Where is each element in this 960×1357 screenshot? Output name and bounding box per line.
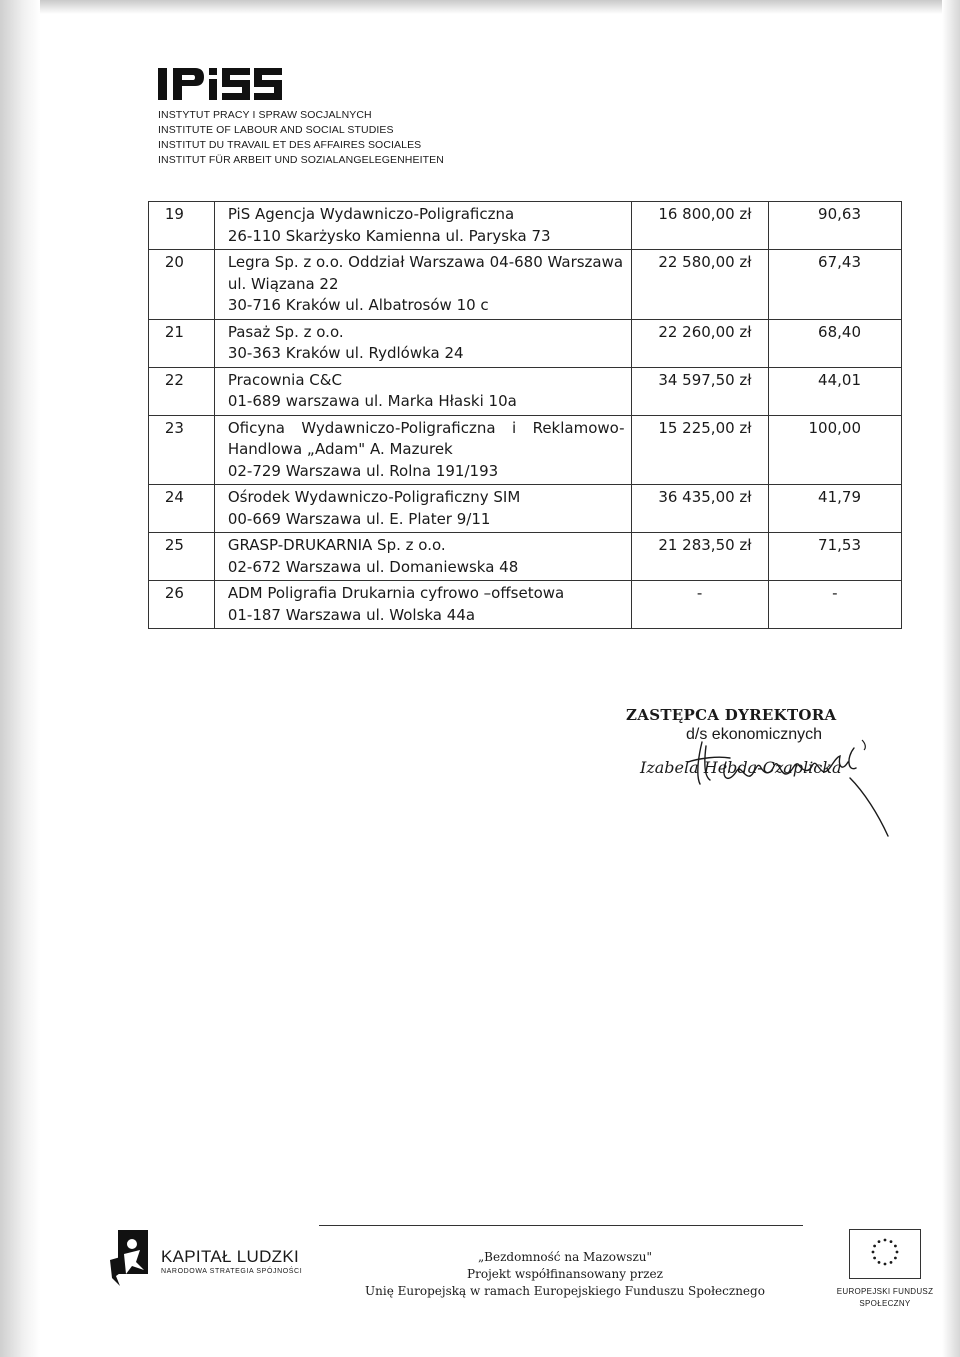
company-line: Legra Sp. z o.o. Oddział Warszawa 04-680 Warszawa — [227, 253, 624, 271]
institute-name-pl: INSTYTUT PRACY I SPRAW SOCJALNYCH — [158, 109, 372, 121]
table-row — [149, 533, 902, 581]
company-line: 02-672 Warszawa ul. Domaniewska 48 — [227, 557, 519, 576]
row-number: 22 — [149, 367, 215, 415]
amount-cell: 16 800,00 zł — [631, 202, 768, 250]
stamp-title: ZASTĘPCA DYREKTORA — [626, 706, 837, 724]
eu-fund-line: EUROPEJSKI FUNDUSZ — [836, 1287, 934, 1296]
kapital-ludzki-icon — [110, 1230, 150, 1286]
institute-name-block — [158, 108, 444, 168]
company-cell — [214, 581, 631, 629]
points-cell: 100,00 — [768, 415, 901, 485]
company-cell — [214, 367, 631, 415]
table-row — [149, 202, 902, 250]
eu-fund-line: SPOŁECZNY — [859, 1299, 911, 1308]
project-line: Projekt współfinansowany przez — [467, 1267, 663, 1281]
amount-cell: 36 435,00 zł — [631, 485, 768, 533]
company-line: GRASP-DRUKARNIA Sp. z o.o. — [227, 536, 446, 554]
kapital-ludzki-subtitle: NARODOWA STRATEGIA SPÓJNOŚCI — [161, 1268, 303, 1275]
points-cell: 67,43 — [768, 250, 901, 320]
project-title: „Bezdomność na Mazowszu" — [477, 1250, 653, 1264]
table-row — [149, 367, 902, 415]
row-number: 20 — [149, 250, 215, 320]
company-line: 02-729 Warszawa ul. Rolna 191/193 — [227, 461, 499, 480]
stamp-name: Izabela Hebda-Czaplicka — [640, 758, 842, 777]
ipiss-logo — [158, 62, 292, 104]
amount-cell: 22 580,00 zł — [631, 250, 768, 320]
kapital-ludzki-block — [161, 1247, 302, 1275]
footer-rule — [319, 1225, 803, 1226]
row-number: 21 — [149, 319, 215, 367]
row-number: 25 — [149, 533, 215, 581]
handwritten-signature — [640, 718, 900, 838]
institute-name-de: INSTITUT FÜR ARBEIT UND SOZIALANGELEGENHEITEN — [158, 154, 444, 166]
points-cell: 90,63 — [768, 202, 901, 250]
company-line: Handlowa „Adam" A. Mazurek — [227, 440, 453, 458]
points-cell: - — [768, 581, 901, 629]
company-line: 30-716 Kraków ul. Albatrosów 10 c — [227, 296, 489, 314]
amount-cell: - — [631, 581, 768, 629]
company-line: PiS Agencja Wydawniczo-Poligraficzna — [227, 205, 515, 223]
institute-name-en: INSTITUTE OF LABOUR AND SOCIAL STUDIES — [158, 124, 394, 136]
scan-edge-right — [942, 0, 960, 1357]
company-line: 30-363 Kraków ul. Rydlówka 24 — [227, 344, 464, 362]
row-number: 24 — [149, 485, 215, 533]
eu-stars-icon — [850, 1230, 920, 1278]
amount-cell: 34 597,50 zł — [631, 367, 768, 415]
company-line: 26-110 Skarżysko Kamienna ul. Paryska 73 — [227, 226, 551, 245]
institute-name-fr: INSTITUT DU TRAVAIL ET DES AFFAIRES SOCIALES — [158, 139, 422, 151]
company-cell — [214, 485, 631, 533]
company-line: Pasaż Sp. z o.o. — [227, 322, 344, 341]
points-cell: 41,79 — [768, 485, 901, 533]
eu-fund-label — [836, 1286, 934, 1310]
kapital-ludzki-title: KAPITAŁ LUDZKI — [161, 1247, 300, 1266]
company-cell — [214, 319, 631, 367]
company-line: Pracownia C&C — [227, 370, 342, 389]
table-row — [149, 319, 902, 367]
company-line: Ośrodek Wydawniczo-Poligraficzny SIM — [227, 488, 521, 506]
company-line: 01-187 Warszawa ul. Wolska 44a — [227, 605, 476, 624]
table-row — [149, 485, 902, 533]
company-line: Oficyna Wydawniczo-Poligraficzna i Reklamowo- — [227, 418, 625, 437]
project-info — [330, 1249, 800, 1300]
project-line: Unię Europejską w ramach Europejskiego Funduszu Społecznego — [365, 1284, 765, 1298]
company-cell — [214, 250, 631, 320]
row-number: 23 — [149, 415, 215, 485]
eu-flag — [849, 1229, 921, 1279]
row-number: 19 — [149, 202, 215, 250]
amount-cell: 22 260,00 zł — [631, 319, 768, 367]
table-row — [149, 250, 902, 320]
amount-cell: 21 283,50 zł — [631, 533, 768, 581]
company-line: 00-669 Warszawa ul. E. Plater 9/11 — [227, 509, 491, 528]
company-line: ul. Wiązana 22 — [227, 274, 339, 293]
points-cell: 68,40 — [768, 319, 901, 367]
ipiss-logo-icon — [158, 62, 292, 104]
row-number: 26 — [149, 581, 215, 629]
table-row — [149, 415, 902, 485]
company-cell — [214, 415, 631, 485]
company-line: 01-689 warszawa ul. Marka Hłaski 10a — [227, 392, 517, 410]
company-line: ADM Poligrafia Drukarnia cyfrowo –offsetowa — [227, 584, 565, 602]
points-cell: 71,53 — [768, 533, 901, 581]
amount-cell: 15 225,00 zł — [631, 415, 768, 485]
company-cell — [214, 202, 631, 250]
table-row — [149, 581, 902, 629]
scan-edge-top — [0, 0, 960, 14]
points-cell: 44,01 — [768, 367, 901, 415]
offers-table — [148, 201, 902, 629]
stamp-subtitle: d/s ekonomicznych — [686, 726, 823, 743]
company-cell — [214, 533, 631, 581]
scan-edge-left — [0, 0, 40, 1357]
